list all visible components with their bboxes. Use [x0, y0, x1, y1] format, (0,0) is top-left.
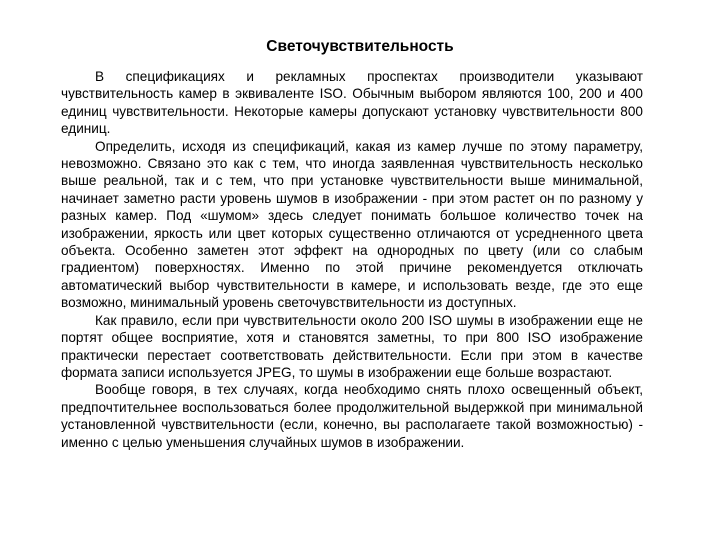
paragraph-iso-comparison: Как правило, если при чувствительности около 200 ISO шумы в изображении еще не портят общее восприятие, хотя и становятся заметны, то при 800 ISO изображение практически перестает соответствовать действительности. Если при этом в качестве формата записи используется JPEG, то шумы в изображении еще больше возрастают. [61, 312, 643, 380]
paragraph-iso-specs: В спецификациях и рекламных проспектах производители указывают чувствительность камер в эквиваленте ISO. Обычным выбором являются 100, 200 и 400 единиц чувствительности. Некоторые камеры допускают установку чувствительности 800 единиц. [61, 69, 643, 137]
document-body [61, 68, 643, 451]
paragraph-noise-explanation: Определить, исходя из спецификаций, какая из камер лучше по этому параметру, невозможно. Связано это как с тем, что иногда заявленная чувствительность несколько выше реальной, так и с тем, что при установке чувствительности выше минимальной, начинает заметно расти уровень шумов в изображении - при этом растет он по разному у разных камер. Под «шумом» здесь следует понимать большое количество точек на изображении, яркость или цвет которых существенно отличаются от усредненного цвета объекта. Особенно заметен этот эффект на однородных по цвету (или со слабым градиентом) поверхностях. Именно по этой причине рекомендуется отключать автоматический выбор чувствительности в камере, и использовать везде, где это еще возможно, минимальный уровень светочувствительности из доступных. [61, 138, 643, 311]
paragraph-low-light-advice: Вообще говоря, в тех случаях, когда необходимо снять плохо освещенный объект, предпочтительнее воспользоваться более продолжительной выдержкой при минимальной установленной чувствительности (если, конечно, вы располагаете такой возможностью) - именно с целью уменьшения случайных шумов в изображении. [61, 382, 643, 450]
page-title: Светочувствительность [266, 38, 454, 55]
